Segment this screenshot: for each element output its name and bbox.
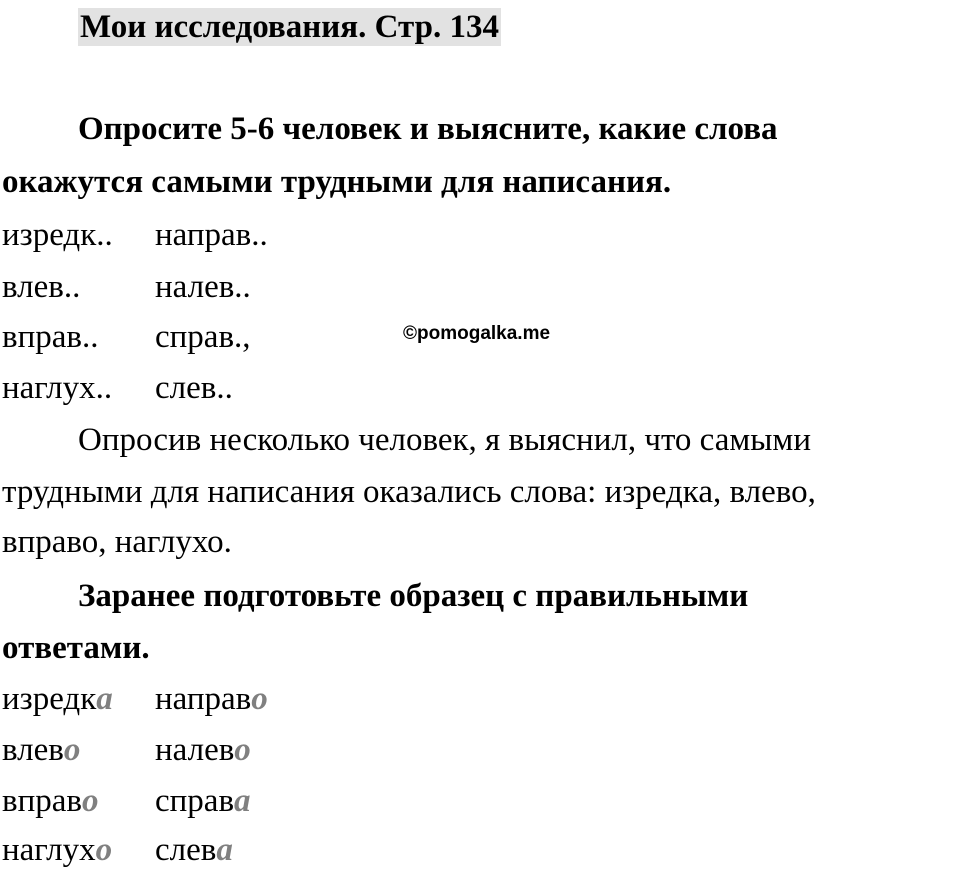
task2-line1: Заранее подготовьте образец с правильными bbox=[78, 578, 749, 614]
solved-word bbox=[2, 830, 112, 870]
word-stem: наглух bbox=[2, 832, 96, 868]
solved-word bbox=[155, 730, 251, 770]
solved-word bbox=[155, 679, 268, 719]
word-gap: слев.. bbox=[155, 370, 233, 406]
word-ending: о bbox=[95, 832, 113, 868]
word-gap: влев.. bbox=[2, 269, 81, 305]
solved-word bbox=[155, 830, 233, 870]
answer-line2: трудными для написания оказались слова: изредка, влево, bbox=[2, 474, 816, 510]
word-gap: изредк.. bbox=[2, 217, 113, 253]
word-gap: налев.. bbox=[155, 269, 251, 305]
word-ending: а bbox=[96, 681, 113, 717]
word-gap: наглух.. bbox=[2, 370, 113, 406]
word-stem: справ bbox=[155, 783, 235, 819]
word-stem: направ bbox=[155, 681, 252, 717]
word-stem: влев bbox=[2, 732, 64, 768]
word-stem: слев bbox=[155, 832, 217, 868]
word-gap: вправ.. bbox=[2, 319, 99, 355]
watermark: ©pomogalka.me bbox=[403, 323, 551, 344]
word-ending: о bbox=[251, 681, 268, 717]
answer-line3: вправо, наглухо. bbox=[2, 524, 232, 560]
task1-line2: окажутся самыми трудными для написания. bbox=[2, 164, 672, 200]
word-stem: налев bbox=[155, 732, 235, 768]
word-ending: а bbox=[216, 832, 233, 868]
solved-word bbox=[155, 781, 251, 821]
word-gap: справ., bbox=[155, 319, 251, 355]
task1-line1: Опросите 5-6 человек и выясните, какие слова bbox=[78, 111, 778, 147]
task2-line2: ответами. bbox=[2, 630, 150, 666]
solved-word bbox=[2, 781, 98, 821]
answer-line1: Опросив несколько человек, я выяснил, что самыми bbox=[78, 422, 811, 458]
word-stem: вправ bbox=[2, 783, 82, 819]
word-ending: а bbox=[234, 783, 251, 819]
page-title: Мои исследования. Стр. 134 bbox=[80, 9, 499, 45]
word-gap: направ.. bbox=[155, 217, 268, 253]
solved-word bbox=[2, 730, 80, 770]
word-ending: о bbox=[63, 732, 81, 768]
word-stem: изредк bbox=[2, 681, 97, 717]
word-ending: о bbox=[234, 732, 251, 768]
word-ending: о bbox=[81, 783, 99, 819]
solved-word bbox=[2, 679, 113, 719]
